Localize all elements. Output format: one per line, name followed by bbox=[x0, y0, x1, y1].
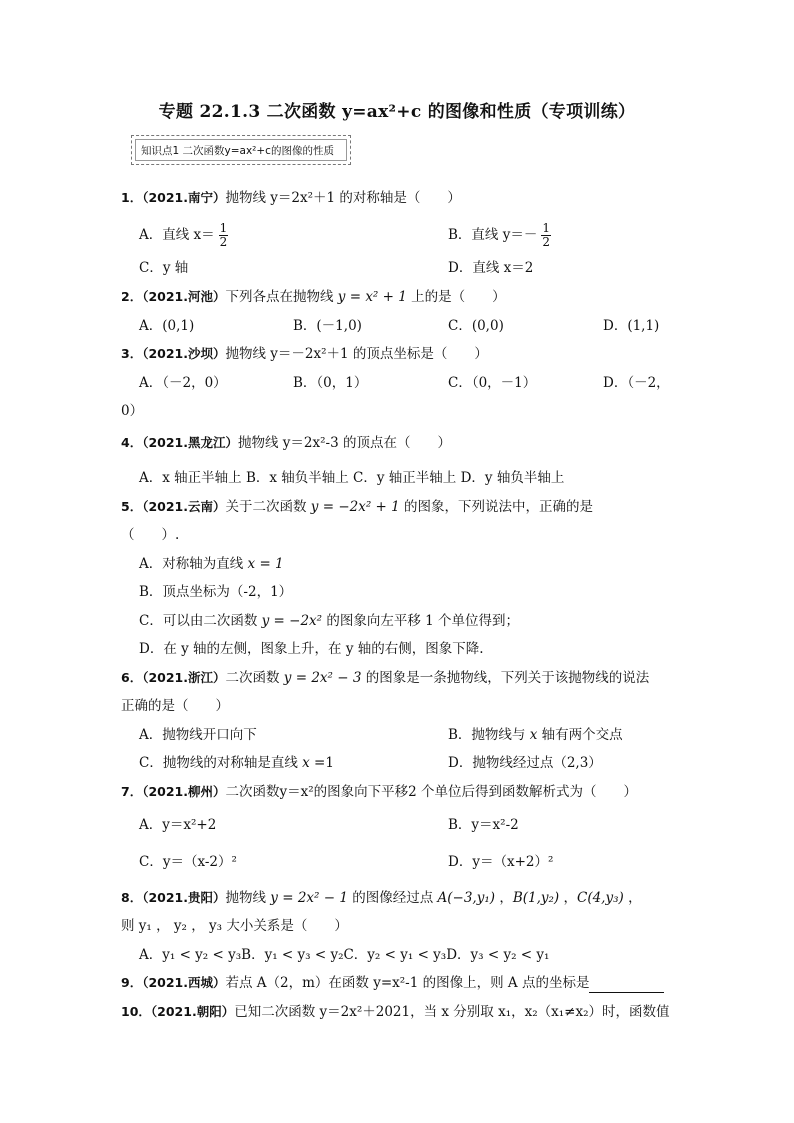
question-6-option-b: B．抛物线与 x 轴有两个交点 bbox=[448, 727, 623, 743]
question-7-option-d: D．y＝（x+2）² bbox=[448, 854, 554, 870]
question-2-option-d: D．(1,1) bbox=[603, 318, 660, 334]
question-2-option-a: A．(0,1) bbox=[139, 318, 195, 334]
question-7-option-b: B．y＝x²-2 bbox=[448, 817, 519, 833]
question-6-option-d: D．抛物线经过点（2,3） bbox=[448, 755, 602, 771]
page-title: 专题 22.1.3 二次函数 y=ax²+c 的图像和性质（专项训练） bbox=[158, 102, 636, 122]
question-8-stem: 8．（2021.贵阳）抛物线 y = 2x² − 1 的图像经过点 A(−3,y₁) ，B(1,y₂) ，C(4,y₃) ， bbox=[121, 890, 642, 906]
question-3-option-d: D．（－2， bbox=[603, 375, 670, 391]
question-5-option-a: A．对称轴为直线 x = 1 bbox=[139, 556, 284, 572]
question-9-stem: 9．（2021.西城）若点 A（2，m）在函数 y=x²-1 的图像上，则 A 点的坐标是 bbox=[121, 973, 664, 993]
knowledge-point-label: 知识点1 二次函数y=ax²+c的图像的性质 bbox=[135, 139, 347, 161]
question-5-option-b: B．顶点坐标为（-2，1） bbox=[139, 584, 293, 600]
question-1-option-d: D．直线 x＝2 bbox=[448, 260, 534, 276]
question-1-option-b: B．直线 y＝－ $\frac{1}{2}$ bbox=[448, 221, 550, 249]
question-7-option-a: A．y＝x²+2 bbox=[139, 817, 217, 833]
question-6-stem-continued: 正确的是（ ） bbox=[121, 698, 229, 714]
question-2-option-c: C．(0,0) bbox=[448, 318, 504, 334]
question-1-option-a: A．直线 x＝ $\frac{1}{2}$ bbox=[139, 221, 228, 249]
question-3-option-d-continued: 0） bbox=[121, 403, 144, 419]
question-5-option-c: C．可以由二次函数 y = −2x² 的图象向左平移 1 个单位得到； bbox=[139, 613, 520, 629]
question-6-stem: 6．（2021.浙江）二次函数 y = 2x² − 3 的图象是一条抛物线，下列关于该抛物线的说法 bbox=[121, 670, 650, 686]
question-5-stem-continued: （ ）. bbox=[121, 527, 180, 543]
question-4-options: A．x 轴正半轴上 B．x 轴负半轴上 C．y 轴正半轴上 D．y 轴负半轴上 bbox=[139, 470, 565, 486]
knowledge-point-box bbox=[131, 135, 351, 165]
question-3-option-a: A．（－2，0） bbox=[139, 375, 227, 391]
question-10-stem: 10．（2021.朝阳）已知二次函数 y＝2x²＋2021，当 x 分别取 x₁，x₂（x₁≠x₂）时，函数值 bbox=[121, 1004, 670, 1020]
question-8-options: A．y₁ < y₂ < y₃B．y₁ < y₃ < y₂C．y₂ < y₁ < y₃D．y₃ < y₂ < y₁ bbox=[139, 947, 550, 963]
question-8-stem-continued: 则 y₁ ， y₂ ， y₃ 大小关系是（ ） bbox=[121, 918, 348, 934]
question-1-stem: 1．（2021.南宁）抛物线 y＝2x²＋1 的对称轴是（ ） bbox=[121, 190, 461, 206]
question-6-option-a: A．抛物线开口向下 bbox=[139, 727, 257, 743]
fraction: $\frac{1}{2}$ bbox=[219, 221, 228, 249]
question-3-option-b: B．（0，1） bbox=[293, 375, 368, 391]
question-3-option-c: C．（0，－1） bbox=[448, 375, 537, 391]
question-2-option-b: B．(－1,0) bbox=[293, 318, 362, 334]
answer-blank bbox=[589, 978, 664, 993]
question-6-option-c: C．抛物线的对称轴是直线 x =1 bbox=[139, 755, 334, 771]
question-5-stem: 5．（2021.云南）关于二次函数 y = −2x² + 1 的图象，下列说法中，正确的是 bbox=[121, 499, 594, 515]
fraction: $\frac{1}{2}$ bbox=[542, 221, 550, 249]
question-4-stem: 4．（2021.黑龙江）抛物线 y＝2x²-3 的顶点在（ ） bbox=[121, 435, 451, 451]
question-2-stem: 2．（2021.河池）下列各点在抛物线 y = x² + 1 上的是（ ） bbox=[121, 289, 506, 305]
question-3-stem: 3．（2021.沙坝）抛物线 y＝－2x²＋1 的顶点坐标是（ ） bbox=[121, 346, 488, 362]
question-1-option-c: C．y 轴 bbox=[139, 260, 189, 276]
question-7-option-c: C．y＝（x-2）² bbox=[139, 854, 237, 870]
question-7-stem: 7．（2021.柳州）二次函数y＝x²的图象向下平移2 个单位后得到函数解析式为（ ） bbox=[121, 784, 638, 800]
question-5-option-d: D．在 y 轴的左侧，图象上升，在 y 轴的右侧，图象下降. bbox=[139, 641, 484, 657]
